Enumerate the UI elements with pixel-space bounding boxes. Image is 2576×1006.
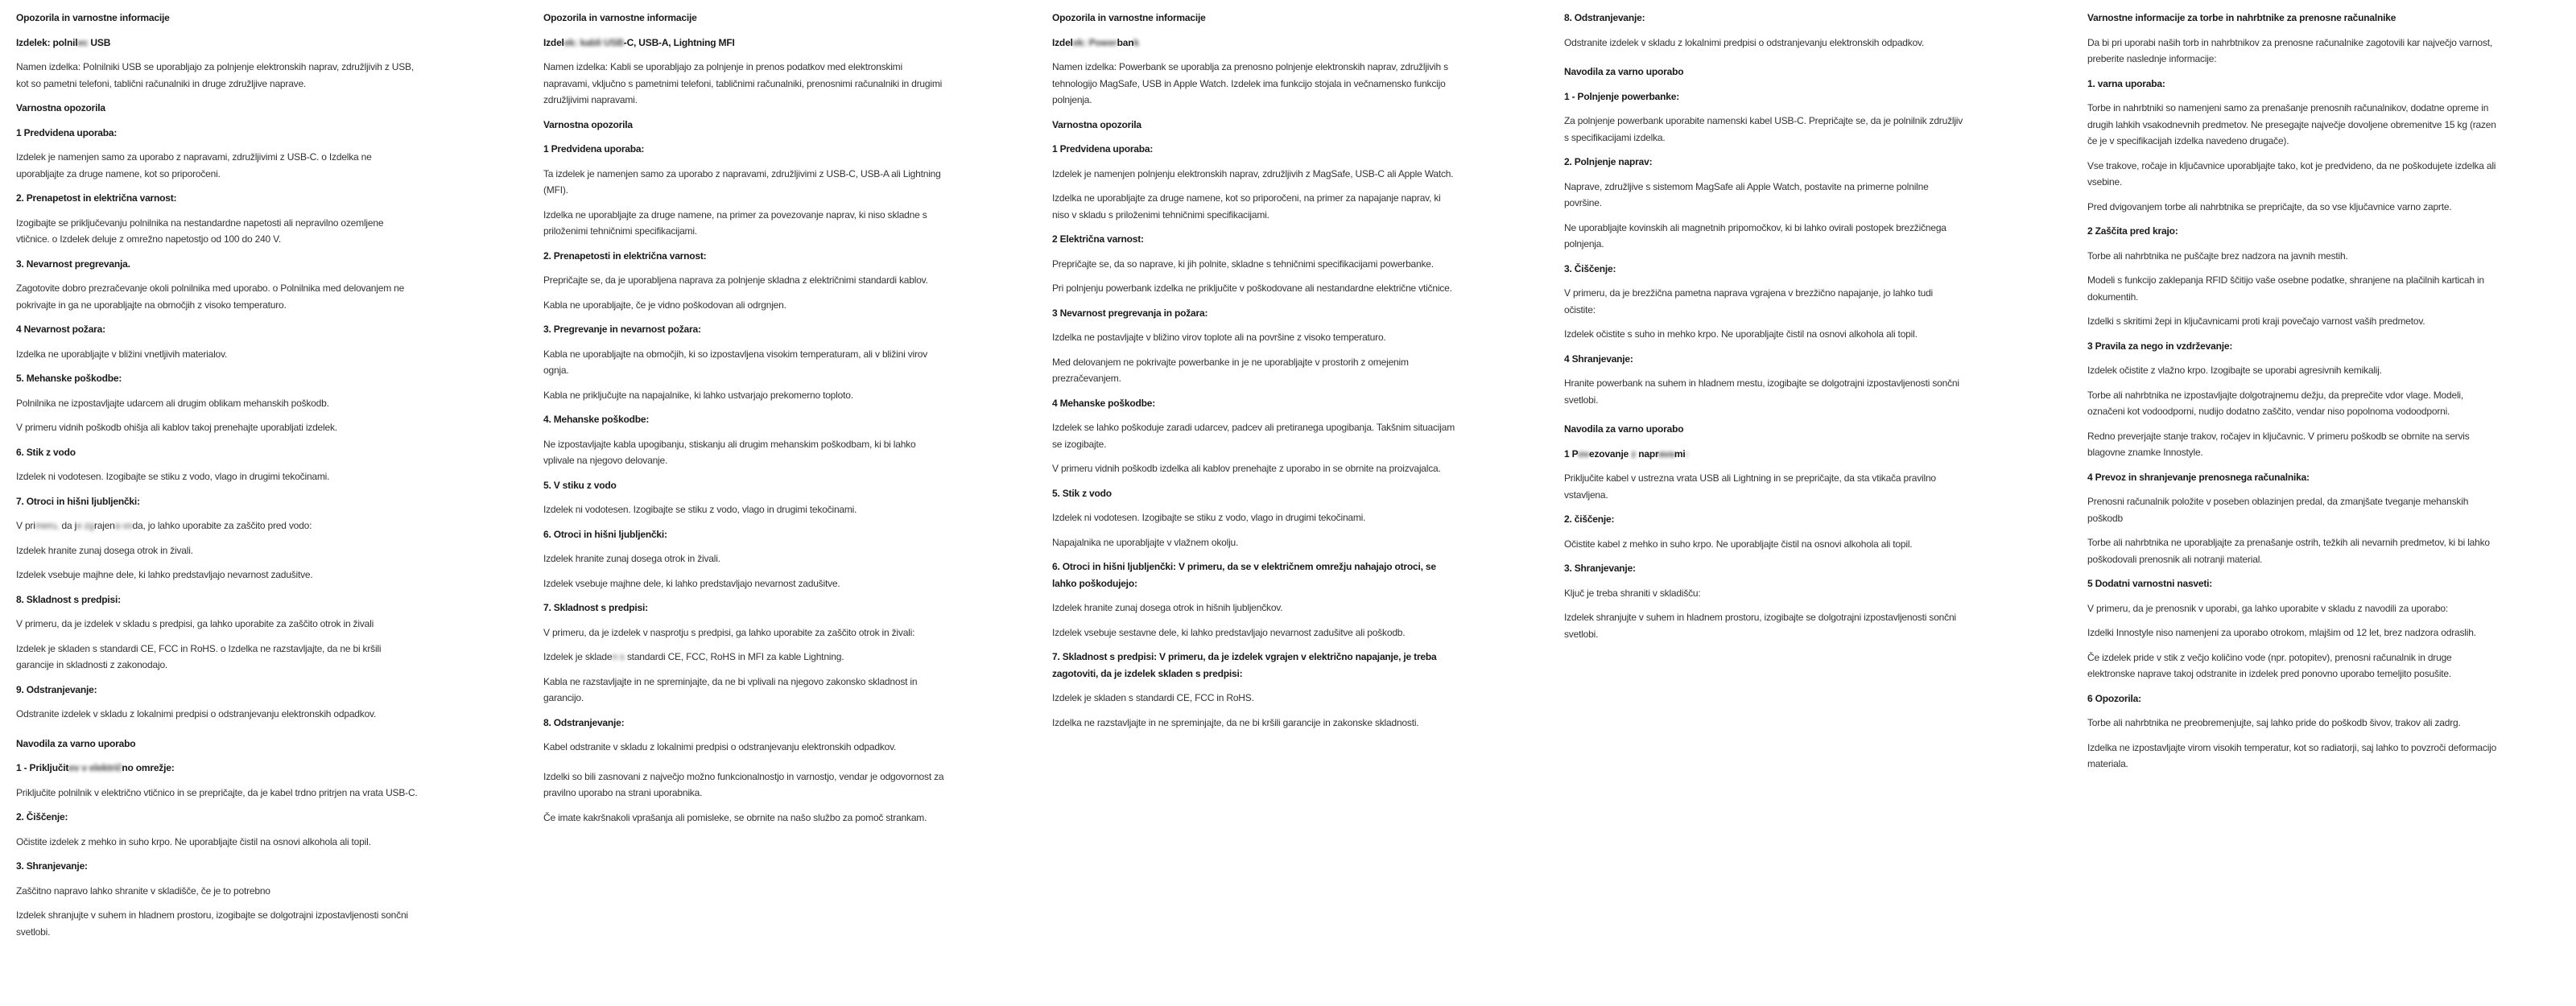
text-run: Izdelek vsebuje majhne dele, ki lahko predstavljajo nevarnost zadušitve.	[543, 577, 840, 589]
text-run: Vse trakove, ročaje in ključavnice uporabljajte tako, kot je predvideno, da ne poškodujete izdelka ali vsebine.	[2087, 159, 2496, 188]
paragraph	[16, 419, 419, 436]
text-run: Ne uporabljajte kovinskih ali magnetnih pripomočkov, ki bi lahko ovirali postopek brezžičnega polnjenja.	[1564, 221, 1946, 249]
paragraph	[543, 550, 946, 567]
text-run: Izdelek hranite zunaj dosega otrok in živali.	[543, 553, 720, 564]
text-run: Torbe ali nahrbtnika ne puščajte brez nadzora na javnih mestih.	[2087, 249, 2348, 262]
heading	[2087, 223, 2498, 240]
heading	[2087, 469, 2498, 486]
text-run: USB	[88, 36, 111, 48]
text-run: Varnostna opozorila	[16, 102, 105, 113]
text-run: 1 Predvidena uporaba:	[543, 143, 645, 155]
paragraph	[2087, 272, 2498, 305]
heading	[543, 248, 946, 265]
paragraph	[2087, 313, 2498, 330]
text-run: Ne izpostavljajte kabla upogibanju, stiskanju ali drugim mehanskim poškodbam, ki bi lahko vplivale na njegovo delovanje.	[543, 438, 916, 466]
text-run: 1 P	[1564, 447, 1579, 460]
text-run: da j	[61, 520, 77, 531]
text-run: Varnostna opozorila	[1052, 118, 1141, 130]
paragraph	[1052, 419, 1455, 452]
text-run: Redno preverjajte stanje trakov, ročajev in ključavnic. V primeru poškodb se obrnite na servis blagovne znamke Innostyle.	[2087, 430, 2470, 458]
text-run: Opozorila in varnostne informacije	[16, 12, 170, 23]
text-run: no omrežje:	[122, 762, 175, 773]
text-run: 4 Mehanske poškodbe:	[1052, 397, 1156, 409]
text-run: mi	[1674, 447, 1686, 460]
text-run: da, jo lahko uporabite za zaščito pred vodo:	[132, 520, 312, 531]
heading	[1564, 446, 1967, 463]
text-run: ban	[1117, 36, 1134, 48]
blurred-text: meru,	[35, 520, 62, 531]
heading	[1564, 89, 1967, 105]
text-run: Izdelka ne postavljajte v bližino virov toplote ali na površine z visoko temperaturo.	[1052, 332, 1386, 343]
paragraph	[1052, 715, 1455, 732]
paragraph	[1052, 600, 1455, 616]
heading	[16, 256, 419, 273]
text-column-4	[1564, 10, 1967, 650]
heading	[2087, 338, 2498, 355]
heading	[16, 736, 419, 752]
blurred-text: k	[1133, 36, 1139, 48]
text-run: Izdelek je skladen s standardi CE, FCC in RoHS. o Izdelka ne razstavljajte, da ne bi kršili garancije in skladnosti z zakonodajo.	[16, 642, 382, 670]
heading	[1052, 559, 1455, 592]
heading	[543, 141, 946, 158]
text-run: Namen izdelka: Kabli se uporabljajo za polnjenje in prenos podatkov med elektronskimi napravami, vključno s pametnimi telefoni, tabličnimi računalniki, prenosnimi računalniki in drugimi združljivimi napravami.	[543, 61, 943, 105]
paragraph	[543, 501, 946, 518]
heading	[543, 117, 946, 134]
heading	[1564, 154, 1967, 171]
text-run: Izdelek shranjujte v suhem in hladnem prostoru, izogibajte se dolgotrajni izpostavljenosti sončni svetlobi.	[1564, 612, 1956, 640]
heading	[1564, 560, 1967, 577]
paragraph	[16, 616, 419, 633]
text-run: Naprave, združljive s sistemom MagSafe ali Apple Watch, postavite na primerne polnilne površine.	[1564, 180, 1929, 208]
paragraph	[543, 272, 946, 289]
text-run: 3. Pregrevanje in nevarnost požara:	[543, 324, 701, 335]
text-run: ezovanje	[1589, 447, 1632, 460]
section-title	[16, 10, 419, 27]
text-run: Namen izdelka: Polnilniki USB se uporabljajo za polnjenje elektronskih naprav, združljivih z USB, kot so pametni telefoni, tablični računalniki in druge združljive naprave.	[16, 61, 414, 89]
text-run: V primeru, da je brezžična pametna naprava vgrajena v brezžično napajanje, jo lahko tudi očistite:	[1564, 287, 1934, 315]
paragraph	[1052, 280, 1455, 297]
paragraph	[16, 706, 419, 723]
heading	[543, 411, 946, 428]
text-run: 2. Prenapetost in električna varnost:	[16, 192, 177, 204]
heading	[16, 809, 419, 826]
text-run: Izogibajte se priključevanju polnilnika na nestandardne napetosti ali nepravilno ozemljene vtičnice. o Izdelek deluje z omrežno napetostjo od 100 do 240 V.	[16, 216, 384, 245]
text-run: Izdelek je namenjen polnjenju elektronskih naprav, združljivih z MagSafe, USB-C ali Apple Watch.	[1052, 167, 1454, 179]
heading	[1564, 511, 1967, 528]
section-title	[1052, 10, 1455, 27]
paragraph	[1052, 166, 1455, 183]
text-run: Očistite izdelek z mehko in suho krpo. Ne uporabljajte čistil na osnovi alkohola ali topil.	[16, 835, 371, 847]
text-run: 1 - Polnjenje powerbanke:	[1564, 90, 1680, 102]
heading	[16, 493, 419, 510]
paragraph	[1052, 329, 1455, 346]
heading	[1564, 10, 1967, 27]
text-run: Navodila za varno uporabo	[16, 737, 136, 749]
text-run: Izdelek je namenjen samo za uporabo z napravami, združljivimi z USB-C. o Izdelka ne uporabljajte za druge namene, kot so priporočeni.	[16, 151, 372, 179]
paragraph	[543, 674, 946, 707]
text-run: 8. Odstranjevanje:	[543, 716, 625, 728]
text-run: 6. Stik z vodo	[16, 446, 76, 458]
text-run: Izdelek je sklade	[543, 651, 613, 662]
text-run: Varnostne informacije za torbe in nahrbtnike za prenosne računalnike	[2087, 12, 2396, 23]
text-run: 5. V stiku z vodo	[543, 479, 617, 491]
text-run: Hranite powerbank na suhem in hladnem mestu, izogibajte se dolgotrajni izpostavljenosti sončni svetlobi.	[1564, 377, 1959, 406]
paragraph	[543, 436, 946, 469]
heading	[16, 760, 419, 777]
text-run: 1 Predvidena uporaba:	[1052, 143, 1154, 155]
text-run: 7. Otroci in hišni ljubljenčki:	[16, 495, 140, 507]
text-run: Torbe ali nahrbtnika ne izpostavljajte dolgotrajnemu dežju, da preprečite vdor vlage. Modeli, označeni kot vodoodporni, nudijo dodatno zaščito, vendar niso popolnoma vodoodporni.	[2087, 389, 2464, 417]
paragraph	[1052, 690, 1455, 707]
text-column-5	[2087, 10, 2498, 781]
heading	[16, 190, 419, 207]
heading	[1052, 305, 1455, 322]
text-run: 3. Nevarnost pregrevanja.	[16, 258, 130, 270]
paragraph	[2087, 649, 2498, 682]
text-run: 8. Odstranjevanje:	[1564, 12, 1645, 23]
text-run: Izdelek je skladen s standardi CE, FCC in RoHS.	[1052, 692, 1254, 703]
text-run: Navodila za varno uporabo	[1564, 66, 1684, 77]
paragraph	[1052, 354, 1455, 387]
paragraph	[1052, 460, 1455, 477]
text-run: 7. Skladnost s predpisi: V primeru, da je izdelek vgrajen v električno napajanje, je treba zagotoviti, da je izdelek skladen s predpisi:	[1052, 651, 1437, 679]
blurred-text: :	[1685, 447, 1689, 460]
text-run: Ta izdelek je namenjen samo za uporabo z napravami, združljivimi z USB-C, USB-A ali Lightning (MFI).	[543, 167, 941, 196]
paragraph	[16, 59, 419, 92]
text-run: Varnostna opozorila	[543, 118, 633, 130]
heading	[1052, 395, 1455, 412]
heading	[543, 715, 946, 732]
heading	[1052, 117, 1455, 134]
text-run: Izdelka ne izpostavljajte virom visokih temperatur, kot so radiatorji, saj lahko to povzroči deformacijo materiala.	[2087, 741, 2497, 769]
text-run: Izdelek: polnil	[16, 36, 78, 48]
text-run: Izdelek se lahko poškoduje zaradi udarcev, padcev ali pretiranega upogibanja. Takšnim situacijam se izogibajte.	[1052, 422, 1455, 450]
blurred-text: ev v električ	[68, 762, 122, 773]
text-run: 3. Čiščenje:	[1564, 262, 1616, 274]
paragraph	[1052, 59, 1455, 109]
heading	[16, 444, 419, 461]
text-run: 4 Shranjevanje:	[1564, 353, 1633, 365]
text-run: Kabla ne uporabljajte na območjih, ki so izpostavljena visokim temperaturam, ali v bližini virov ognja.	[543, 348, 928, 376]
paragraph	[2087, 248, 2498, 265]
text-run: Očistite kabel z mehko in suho krpo. Ne uporabljajte čistil na osnovi alkohola ali topil.	[1564, 538, 1913, 550]
text-run: 2 Električna varnost:	[1052, 233, 1144, 245]
text-run: 5 Dodatni varnostni nasveti:	[2087, 578, 2213, 589]
text-run: Pred dvigovanjem torbe ali nahrbtnika se prepričajte, da so vse ključavnice varno zaprte.	[2087, 200, 2452, 212]
text-run: Kabel odstranite v skladu z lokalnimi predpisi o odstranjevanju elektronskih odpadkov.	[543, 741, 897, 752]
text-run: Izdelek očistite z vlažno krpo. Izogibajte se uporabi agresivnih kemikalij.	[2087, 365, 2382, 376]
text-run: Izdelki so bili zasnovani z največjo možno funkcionalnostjo in varnostjo, vendar je odgovornost za pravilno uporabo na strani uporabnika.	[543, 770, 944, 798]
text-run: Torbe in nahrbtniki so namenjeni samo za prenašanje prenosnih računalnikov, dodatne opreme in drugih lahkih vsakodnevnih predmetov. Ne presegajte največje dovoljene obremenitve 15 kg (razen če je v specifikacijah izdelka navedeno drugače).	[2087, 102, 2496, 146]
paragraph	[1564, 35, 1967, 52]
text-run: 3. Shranjevanje:	[16, 860, 88, 872]
paragraph	[16, 280, 419, 313]
paragraph	[1564, 375, 1967, 408]
paragraph	[2087, 158, 2498, 191]
blurred-text: ec	[77, 36, 89, 48]
text-run: 2. čiščenje:	[1564, 513, 1615, 525]
text-run: Izdelek hranite zunaj dosega otrok in živali.	[16, 544, 193, 556]
paragraph	[2087, 428, 2498, 461]
blurred-text: z	[1631, 447, 1637, 460]
text-run: V primeru vidnih poškodb ohišja ali kablov takoj prenehajte uporabljati izdelek.	[16, 422, 337, 433]
paragraph	[543, 297, 946, 314]
paragraph	[1564, 609, 1967, 642]
text-run: 6. Otroci in hišni ljubljenčki:	[543, 528, 667, 540]
text-run: Izdelek vsebuje sestavne dele, ki lahko predstavljajo nevarnost zadušitve ali poškodb.	[1052, 626, 1406, 638]
paragraph	[2087, 100, 2498, 150]
text-run: Navodila za varno uporabo	[1564, 423, 1684, 435]
paragraph	[1052, 534, 1455, 551]
paragraph	[1564, 470, 1967, 503]
heading	[1564, 421, 1967, 438]
text-run: Izdelka ne uporabljajte v bližini vnetljivih materialov.	[16, 348, 228, 360]
heading	[1564, 64, 1967, 80]
text-run: 4 Nevarnost požara:	[16, 324, 105, 335]
paragraph	[2087, 362, 2498, 379]
blurred-text: a vo	[114, 520, 133, 531]
paragraph	[2087, 199, 2498, 216]
text-run: Izdel	[543, 36, 564, 48]
paragraph	[16, 149, 419, 182]
blurred-text: ek: kabli USB	[564, 36, 624, 48]
text-run: Opozorila in varnostne informacije	[1052, 12, 1206, 23]
text-run: Odstranite izdelek v skladu z lokalnimi predpisi o odstranjevanju elektronskih odpadkov.	[1564, 36, 1925, 48]
text-run: Izdelka ne uporabljajte za druge namene, kot so priporočeni, na primer za napajanje naprav, ki niso v skladu s priloženimi tehničnimi specifikacijami.	[1052, 192, 1441, 221]
paragraph	[16, 542, 419, 559]
paragraph	[543, 625, 946, 641]
text-run: Pri polnjenju powerbank izdelka ne priključite v poškodovane ali nestandardne električne vtičnice.	[1052, 282, 1452, 294]
text-run: rajen	[93, 520, 115, 531]
text-run: Izdelek hranite zunaj dosega otrok in hišnih ljubljenčkov.	[1052, 602, 1283, 613]
text-run: V primeru, da je prenosnik v uporabi, ga lahko uporabite v skladu z navodili za uporabo:	[2087, 602, 2449, 614]
paragraph	[2087, 387, 2498, 420]
heading	[543, 321, 946, 338]
text-run: Priključite kabel v ustrezna vrata USB ali Lightning in se prepričajte, da sta vtikača pravilno vstavljena.	[1564, 472, 1936, 501]
paragraph	[16, 517, 419, 534]
heading	[543, 600, 946, 616]
paragraph	[543, 346, 946, 379]
text-run: Priključite polnilnik v električno vtičnico in se prepričajte, da je kabel trdno pritrjen na vrata USB-C.	[16, 786, 418, 798]
text-column-2	[543, 10, 946, 834]
text-run: Če imate kakršnakoli vprašanja ali pomisleke, se obrnite na našo službo za pomoč strankam.	[543, 811, 927, 823]
heading	[16, 35, 419, 52]
text-run: Če izdelek pride v stik z večjo količino vode (npr. potopitev), prenosni računalnik in druge elektronske naprave takoj odstranite in izdelek pred ponovno uporabo temeljito posušite.	[2087, 651, 2452, 679]
text-run: 4. Mehanske poškodbe:	[543, 414, 650, 425]
text-run: Izdelki Innostyle niso namenjeni za uporabo otrokom, mlajšim od 12 let, brez nadzora odraslih.	[2087, 627, 2476, 638]
heading	[1052, 35, 1455, 52]
paragraph	[16, 883, 419, 900]
paragraph	[1564, 179, 1967, 212]
text-run: 3 Nevarnost pregrevanja in požara:	[1052, 307, 1208, 319]
text-run: -C, USB-A, Lightning MFI	[623, 36, 735, 48]
text-run: 3. Shranjevanje:	[1564, 563, 1636, 574]
text-run: 2. Čiščenje:	[16, 811, 68, 823]
paragraph	[16, 641, 419, 674]
heading	[543, 526, 946, 543]
text-run: Modeli s funkcijo zaklepanja RFID ščitijo vaše osebne podatke, shranjene na plačilnih karticah in dokumentih.	[2087, 274, 2484, 303]
paragraph	[2087, 715, 2498, 732]
paragraph	[16, 395, 419, 412]
text-run: Zaščitno napravo lahko shranite v skladišče, če je to potrebno	[16, 884, 270, 897]
text-run: 2 Zaščita pred krajo:	[2087, 225, 2178, 237]
text-run: Izdelek ni vodotesen. Izogibajte se stiku z vodo, vlago in drugimi tekočinami.	[543, 504, 857, 515]
text-run: Odstranite izdelek v skladu z lokalnimi predpisi o odstranjevanju elektronskih odpadkov.	[16, 708, 377, 719]
heading	[1564, 351, 1967, 368]
text-run: standardi CE, FCC, RoHS in MFI za kable Lightning.	[624, 651, 844, 662]
heading	[2087, 76, 2498, 93]
blurred-text: n s	[612, 651, 625, 662]
heading	[1052, 485, 1455, 502]
paragraph	[2087, 493, 2498, 526]
paragraph	[1052, 256, 1455, 273]
text-run: 1 Predvidena uporaba:	[16, 126, 118, 138]
text-run: Namen izdelka: Powerbank se uporablja za prenosno polnjenje elektronskih naprav, združljivih s tehnologijo MagSafe, USB in Apple Watch. Izdelek ima funkcijo stojala in večnamensko funkcijo polnjenja.	[1052, 61, 1448, 105]
text-run: Prepričajte se, da so naprave, ki jih polnite, skladne s tehničnimi specifikacijami powerbanke.	[1052, 258, 1434, 270]
blurred-text: e zg	[76, 520, 94, 531]
heading	[16, 592, 419, 608]
heading	[16, 321, 419, 338]
paragraph	[543, 207, 946, 240]
paragraph	[543, 649, 946, 666]
text-run: Kabla ne uporabljajte, če je vidno poškodovan ali odrgnjen.	[543, 299, 786, 311]
text-run: Izdelek vsebuje majhne dele, ki lahko predstavljajo nevarnost zadušitve.	[16, 569, 313, 580]
heading	[16, 100, 419, 117]
text-run: 6. Otroci in hišni ljubljenčki: V primeru, da se v električnem omrežju nahajajo otroci, se lahko poškodujejo:	[1052, 561, 1436, 589]
text-run: 5. Stik z vodo	[1052, 487, 1112, 499]
text-run: V primeru vidnih poškodb izdelka ali kablov prenehajte z uporabo in se obrnite na proizvajalca.	[1052, 463, 1441, 474]
paragraph	[2087, 740, 2498, 773]
paragraph	[16, 346, 419, 363]
text-run: 1. varna uporaba:	[2087, 77, 2165, 89]
blurred-text: er	[1108, 36, 1117, 48]
text-run: 4 Prevoz in shranjevanje prenosnega računalnika:	[2087, 471, 2310, 483]
text-run: Zagotovite dobro prezračevanje okoli polnilnika med uporabo. o Polnilnika med delovanjem ne pokrivajte in ga ne uporabljajte na območjih z visoko temperaturo.	[16, 282, 405, 311]
section-title	[543, 10, 946, 27]
text-run: Da bi pri uporabi naših torb in nahrbtnikov za prenosne računalnike zagotovili kar največjo varnost, preberite naslednje informacije:	[2087, 36, 2492, 64]
paragraph	[543, 387, 946, 404]
text-run: 6 Opozorila:	[2087, 692, 2141, 704]
paragraph	[2087, 534, 2498, 567]
heading	[2087, 575, 2498, 592]
text-run: Med delovanjem ne pokrivajte powerbanke in je ne uporabljajte v prostorih z omejenim prezračevanjem.	[1052, 356, 1409, 384]
text-run: 5. Mehanske poškodbe:	[16, 373, 122, 384]
text-run: Prenosni računalnik položite v poseben oblazinjen predal, da zmanjšate tveganje mehanskih poškodb	[2087, 496, 2469, 524]
text-run: Izdelek shranjujte v suhem in hladnem prostoru, izogibajte se dolgotrajni izpostavljenosti sončni svetlobi.	[16, 909, 408, 938]
text-run: Polnilnika ne izpostavljajte udarcem ali drugim oblikam mehanskih poškodb.	[16, 397, 329, 409]
text-run: 2. Prenapetosti in električna varnost:	[543, 249, 707, 262]
paragraph	[1564, 285, 1967, 318]
paragraph	[16, 567, 419, 583]
heading	[16, 682, 419, 699]
paragraph	[543, 59, 946, 109]
text-run: Kabla ne priključujte na napajalnike, ki lahko ustvarjajo prekomerno toploto.	[543, 389, 853, 401]
paragraph	[16, 785, 419, 802]
text-run: Opozorila in varnostne informacije	[543, 12, 697, 23]
paragraph	[543, 739, 946, 756]
section-title	[2087, 10, 2498, 27]
paragraph	[543, 575, 946, 592]
text-run: 7. Skladnost s predpisi:	[543, 602, 648, 613]
paragraph	[1052, 509, 1455, 526]
text-run: Torbe ali nahrbtnika ne preobremenjujte, saj lahko pride do poškodb šivov, trakov ali zadrg.	[2087, 717, 2461, 728]
heading	[1052, 141, 1455, 158]
text-run: 8. Skladnost s predpisi:	[16, 593, 121, 605]
text-run: Izdelka ne razstavljajte in ne spreminjajte, da ne bi kršili garancije in zakonske skladnosti.	[1052, 716, 1419, 728]
heading	[1052, 649, 1455, 682]
text-column-1	[16, 10, 419, 948]
text-run: 1 - Priključit	[16, 762, 69, 773]
heading	[2087, 691, 2498, 707]
heading	[16, 370, 419, 387]
paragraph	[1564, 220, 1967, 253]
text-run: Izdel	[1052, 36, 1073, 48]
text-run: Ključ je treba shraniti v skladišču:	[1564, 587, 1701, 599]
paragraph	[1564, 326, 1967, 343]
paragraph	[16, 215, 419, 248]
heading	[1052, 231, 1455, 248]
paragraph	[1052, 625, 1455, 641]
text-run: V primeru, da je izdelek v nasprotju s predpisi, ga lahko uporabite za zaščito otrok in živali:	[543, 626, 915, 638]
blurred-text: ava	[1658, 447, 1674, 460]
paragraph	[1564, 585, 1967, 602]
text-run: 2. Polnjenje naprav:	[1564, 156, 1653, 167]
text-run: Napajalnika ne uporabljajte v vlažnem okolju.	[1052, 536, 1239, 548]
heading	[16, 125, 419, 142]
text-run: Prepričajte se, da je uporabljena naprava za polnjenje skladna z električnimi standardi kablov.	[543, 274, 928, 286]
text-run: 9. Odstranjevanje:	[16, 683, 97, 695]
paragraph	[2087, 35, 2498, 68]
paragraph	[16, 907, 419, 940]
text-run: napr	[1636, 447, 1659, 460]
paragraph	[16, 834, 419, 851]
text-column-3	[1052, 10, 1455, 739]
paragraph	[543, 810, 946, 827]
text-run: Izdelka ne uporabljajte za druge namene, na primer za povezovanje naprav, ki niso skladne s priloženimi tehničnimi specifikacijami.	[543, 208, 927, 237]
paragraph	[2087, 600, 2498, 617]
heading	[543, 477, 946, 494]
heading	[543, 35, 946, 52]
paragraph	[1564, 536, 1967, 553]
text-run: Kabla ne razstavljajte in ne spreminjajte, da ne bi vplivali na njegovo zakonsko skladnost in garancijo.	[543, 675, 918, 703]
paragraph	[2087, 625, 2498, 641]
text-run: 3 Pravila za nego in vzdrževanje:	[2087, 340, 2233, 352]
text-run: Torbe ali nahrbtnika ne uporabljajte za prenašanje ostrih, težkih ali nevarnih predmetov, ki bi lahko poškodovali prenosnik ali notranji material.	[2087, 537, 2490, 565]
text-run: Za polnjenje powerbank uporabite namenski kabel USB-C. Prepričajte se, da je polnilnik združljiv s specifikacijami izdelka.	[1564, 115, 1963, 143]
paragraph	[1564, 113, 1967, 146]
paragraph	[543, 166, 946, 199]
text-run: V pri	[16, 520, 35, 531]
blurred-text: ov	[1578, 447, 1590, 460]
paragraph	[16, 468, 419, 485]
text-run: Izdelki s skritimi žepi in ključavnicami proti kraji povečajo varnost vaših predmetov.	[2087, 315, 2425, 327]
heading	[16, 858, 419, 875]
heading	[1564, 261, 1967, 278]
text-run: Izdelek ni vodotesen. Izogibajte se stiku z vodo, vlago in drugimi tekočinami.	[1052, 512, 1366, 523]
paragraph	[1052, 190, 1455, 223]
text-run: Izdelek očistite s suho in mehko krpo. Ne uporabljajte čistil na osnovi alkohola ali topil.	[1564, 328, 1918, 340]
blurred-text: ek: Pow	[1072, 36, 1108, 48]
paragraph	[543, 769, 946, 802]
text-run: V primeru, da je izdelek v skladu s predpisi, ga lahko uporabite za zaščito otrok in živali	[16, 618, 374, 629]
text-run: Izdelek ni vodotesen. Izogibajte se stiku z vodo, vlago in drugimi tekočinami.	[16, 471, 330, 482]
